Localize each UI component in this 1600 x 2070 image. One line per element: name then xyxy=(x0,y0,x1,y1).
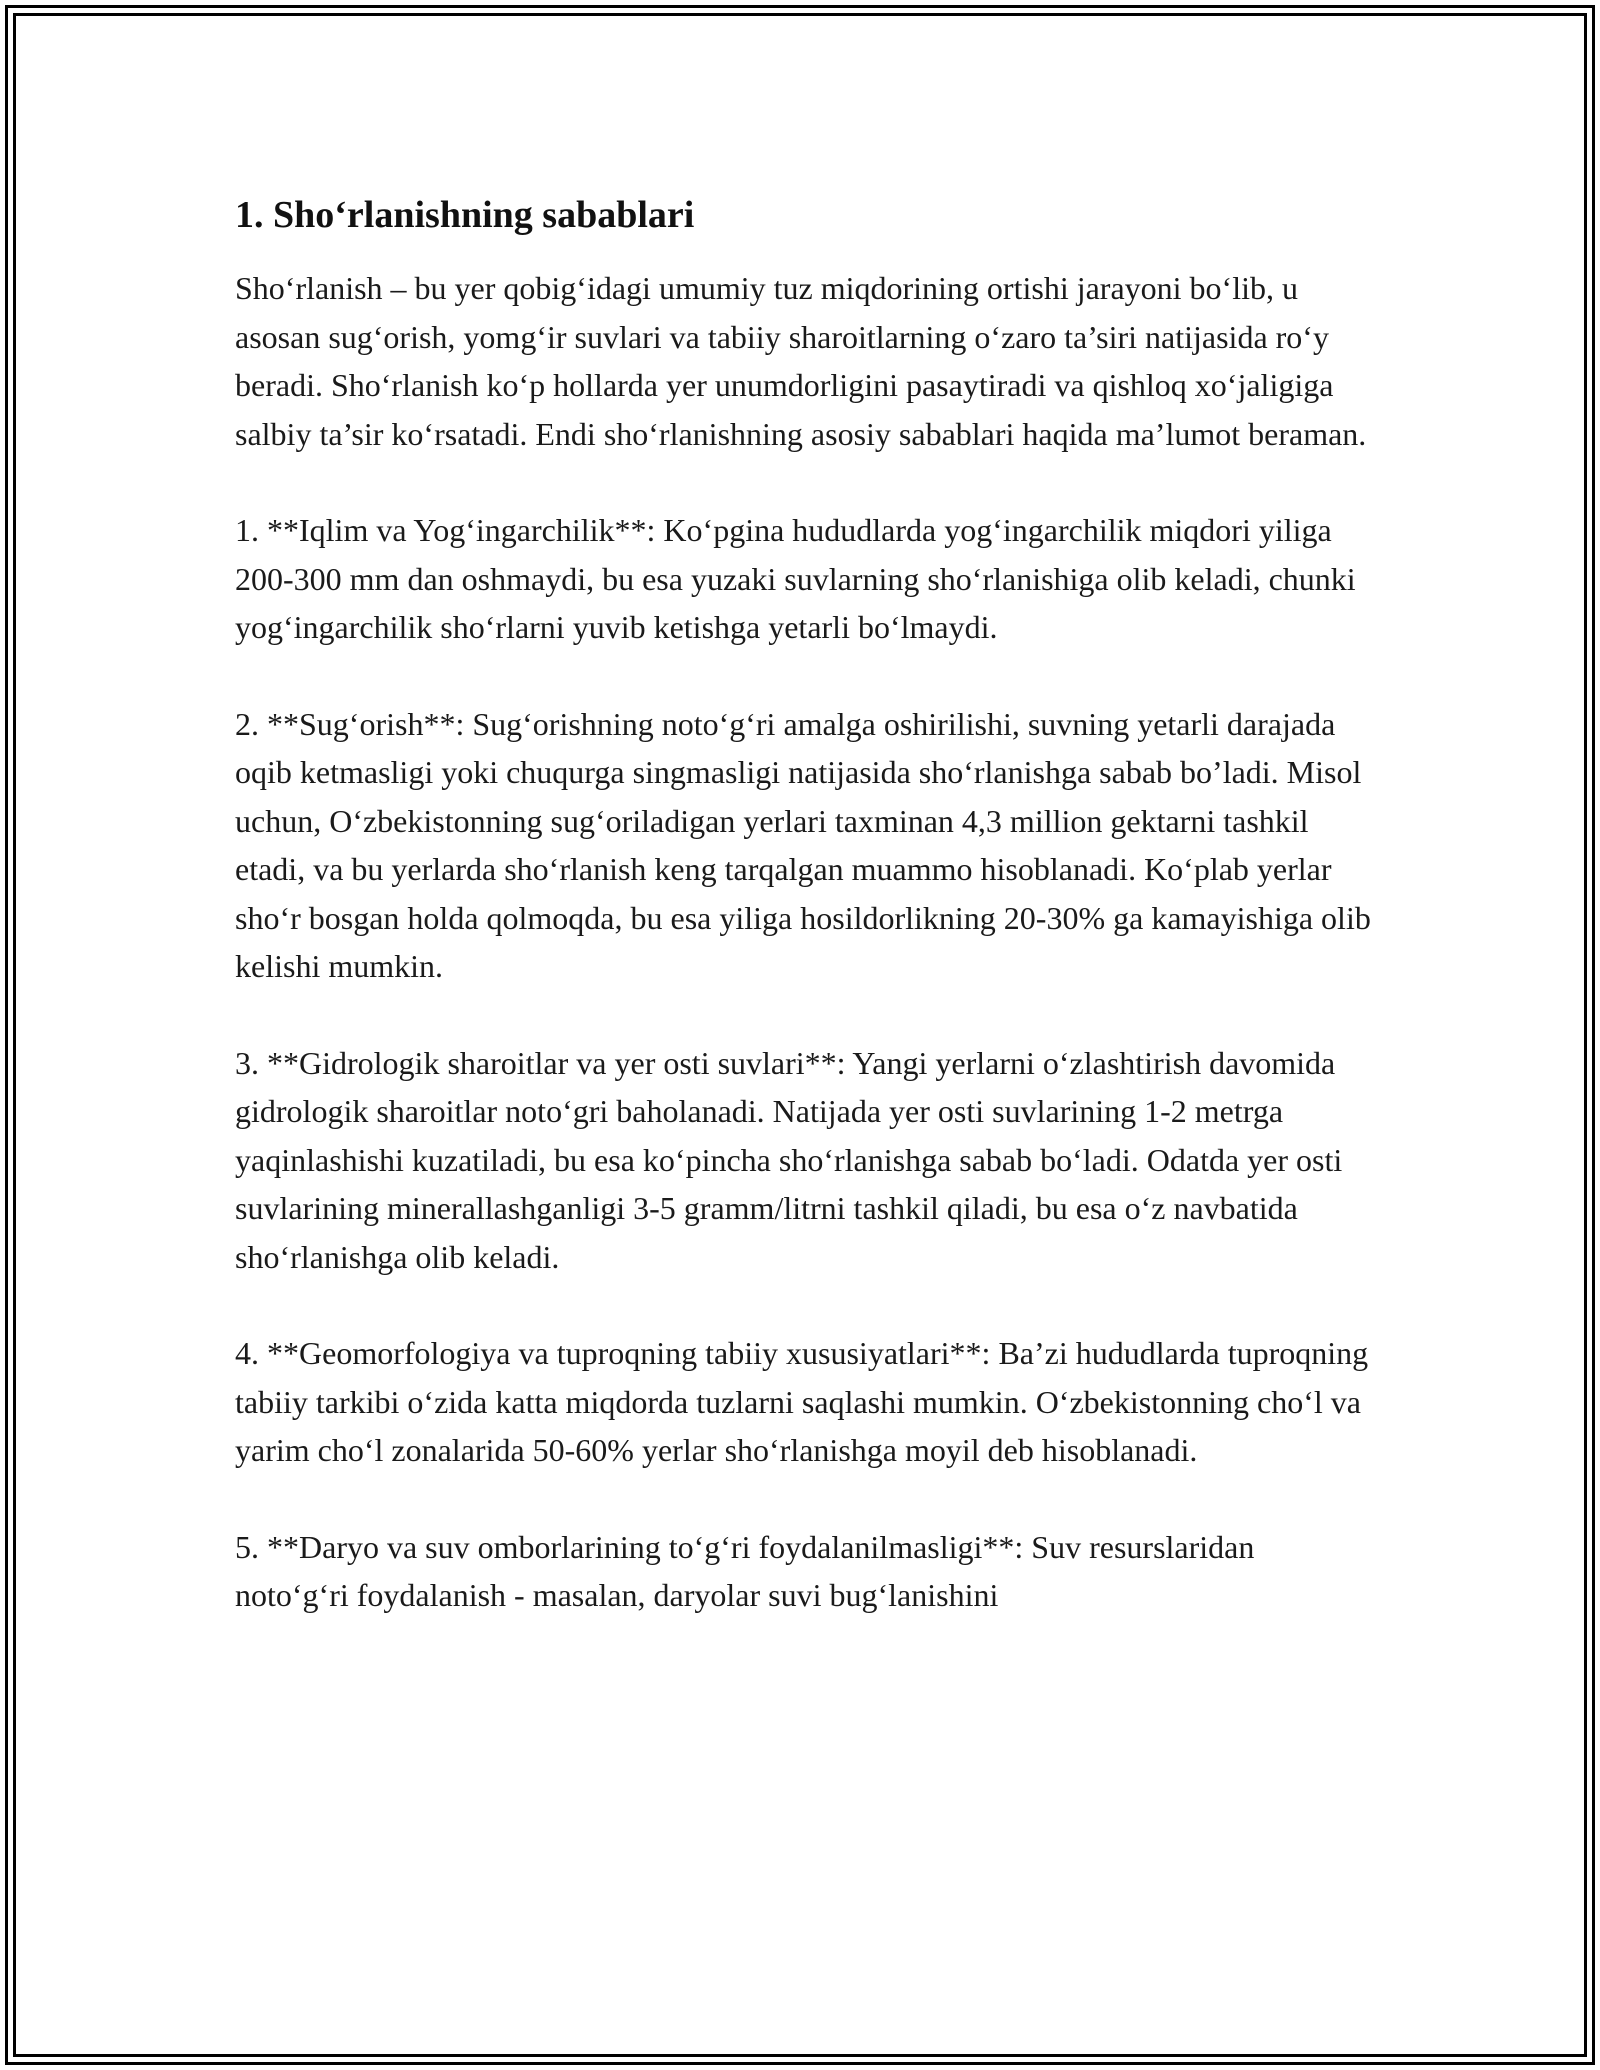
cause-geomorphology-paragraph: 4. **Geomorfologiya va tuproqning tabiiy xususiyatlari**: Ba’zi hududlarda tuproqning tabiiy tarkibi o‘zida katta miqdorda tuzlarni saqlashi mumkin. O‘zbekistonning cho‘l va yarim cho‘l zonalarida 50-60% yerlar sho‘rlanishga moyil deb hisoblanadi. xyxy=(235,1335,1369,1468)
cause-climate-paragraph: 1. **Iqlim va Yog‘ingarchilik**: Ko‘pgina hududlarda yog‘ingarchilik miqdori yiliga 200-300 mm dan oshmaydi, bu esa yuzaki suvlarning sho‘rlanishiga olib keladi, chunki yog‘ingarchilik sho‘rlarni yuvib ketishga yetarli bo‘lmaydi. xyxy=(235,512,1356,645)
intro-paragraph: Sho‘rlanish – bu yer qobig‘idagi umumiy tuz miqdorining ortishi jarayoni bo‘lib, u asosan sug‘orish, yomg‘ir suvlari va tabiiy sharoitlarning o‘zaro ta’siri natijasida ro‘y beradi. Sho‘rlanish ko‘p hollarda yer unumdorligini pasaytiradi va qishloq xo‘jaligiga salbiy ta’sir ko‘rsatadi. Endi sho‘rlanishning asosiy sabablari haqida ma’lumot beraman. xyxy=(235,270,1367,452)
cause-hydrology-paragraph: 3. **Gidrologik sharoitlar va yer osti suvlari**: Yangi yerlarni o‘zlashtirish davomida gidrologik sharoitlar noto‘gri baholanadi. Natijada yer osti suvlarining 1-2 metrga yaqinlashishi kuzatiladi, bu esa ko‘pincha sho‘rlanishga sabab bo‘ladi. Odatda yer osti suvlarining minerallashganligi 3-5 gramm/litrni tashkil qiladi, bu esa o‘z navbatida sho‘rlanishga olib keladi. xyxy=(235,1044,1343,1275)
page-title: 1. Sho‘rlanishning sabablari xyxy=(235,194,695,236)
cause-irrigation-paragraph: 2. **Sug‘orish**: Sug‘orishning noto‘g‘ri amalga oshirilishi, suvning yetarli darajada oqib ketmasligi yoki chuqurga singmasligi natijasida sho‘rlanishga sabab bo’ladi. Misol uchun, O‘zbekistonning sug‘oriladigan yerlari taxminan 4,3 million gektarni tashkil etadi, va bu yerlarda sho‘rlanish keng tarqalgan muammo hisoblanadi. Ko‘plab yerlar sho‘r bosgan holda qolmoqda, bu esa yiliga hosildorlikning 20-30% ga kamayishiga olib kelishi mumkin. xyxy=(235,705,1371,984)
document-body xyxy=(235,188,1375,1620)
cause-water-resources-paragraph: 5. **Daryo va suv omborlarining to‘g‘ri foydalanilmasligi**: Suv resurslaridan noto‘g‘ri foydalanish - masalan, daryolar suvi bug‘lanishini xyxy=(235,1528,1255,1613)
